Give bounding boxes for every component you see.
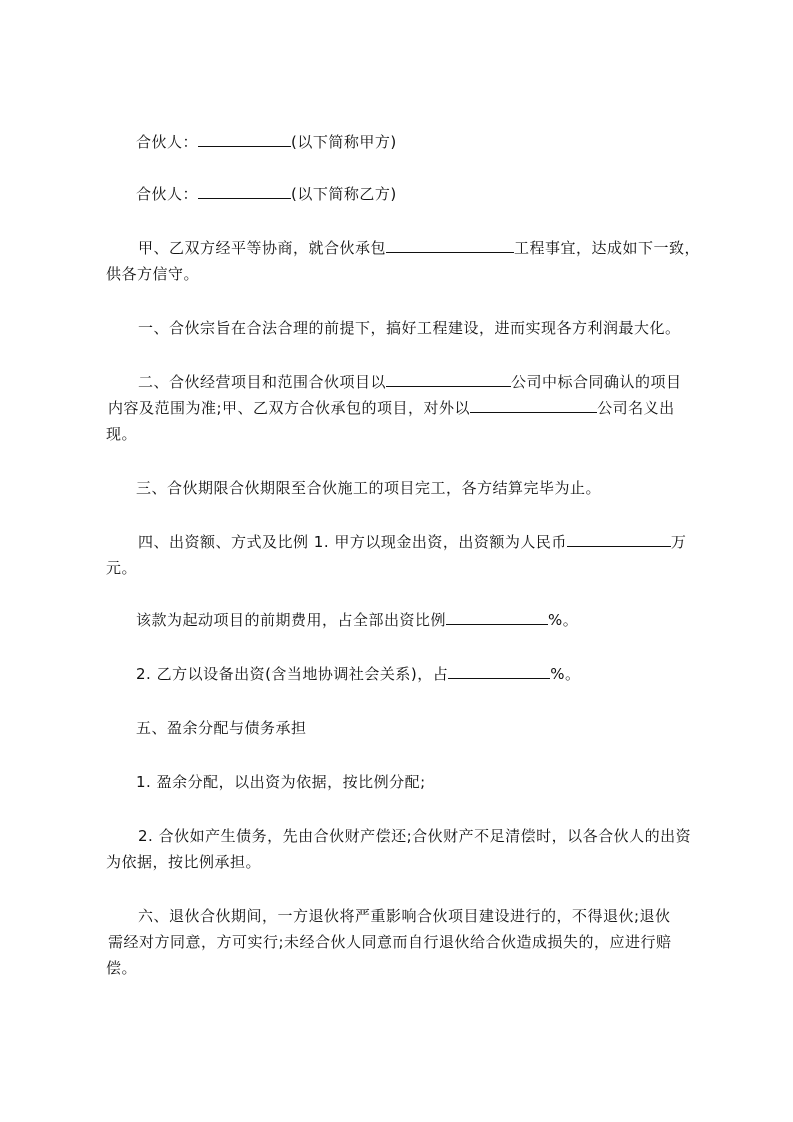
partner-a-suffix: (以下简称甲方) — [291, 133, 397, 151]
article-2-line-1 — [138, 368, 750, 396]
article-5-item-2-text-2: 为依据，按比例承担。 — [106, 853, 262, 871]
article-4-text-2: 万 — [670, 533, 687, 551]
external-company-blank — [470, 395, 597, 413]
article-3 — [136, 474, 748, 502]
article-1 — [138, 314, 750, 342]
article-4-text-1: 四、出资额、方式及比例 1. 甲方以现金出资，出资额为人民币 — [138, 533, 567, 551]
article-4-item-2-text: 2. 乙方以设备出资(含当地协调社会关系)，占 — [136, 665, 449, 683]
article-5-item-1 — [136, 768, 748, 796]
intro-text-2: 工程事宜，达成如下一致， — [514, 239, 701, 257]
partner-b-label: 合伙人： — [136, 185, 199, 203]
article-2-text-2: 公司中标合同确认的项目 — [511, 373, 682, 391]
article-5-item-2-line-1 — [138, 822, 718, 850]
article-4-line-2 — [106, 554, 718, 582]
partner-a-name-blank — [198, 129, 291, 147]
article-2-line-2 — [108, 394, 720, 422]
partner-a-line — [136, 128, 748, 156]
article-5-title — [136, 714, 748, 742]
article-5-item-1-text: 1. 盈余分配，以出资为依据，按比例分配; — [136, 773, 426, 791]
article-4-line-1 — [138, 528, 750, 556]
partner-a-label: 合伙人： — [136, 133, 199, 151]
article-1-text: 一、合伙宗旨在合法合理的前提下，搞好工程建设，进而实现各方利润最大化。 — [138, 319, 681, 337]
project-name-blank — [386, 235, 514, 253]
article-2-line-3 — [106, 420, 718, 448]
article-2-text-3: 内容及范围为准;甲、乙双方合伙承包的项目，对外以 — [108, 399, 471, 417]
intro-text-3: 供各方信守。 — [106, 265, 200, 283]
partner-b-line — [136, 180, 748, 208]
article-4-text-3: 元。 — [106, 559, 138, 577]
article-6-line-3 — [106, 954, 718, 982]
article-4-usage-percent: %。 — [548, 611, 579, 629]
article-5-item-2-text-1: 2. 合伙如产生债务，先由合伙财产偿还;合伙财产不足清偿时，以各合伙人的出资 — [138, 827, 692, 845]
intro-line-1 — [138, 234, 718, 262]
article-4-item-2-percent: %。 — [550, 665, 581, 683]
partner-b-suffix: (以下简称乙方) — [291, 185, 397, 203]
article-2-text-5: 现。 — [106, 425, 138, 443]
article-6-line-2 — [108, 928, 720, 956]
intro-line-2 — [106, 260, 718, 288]
company-name-blank — [386, 369, 511, 387]
article-3-text: 三、合伙期限合伙期限至合伙施工的项目完工，各方结算完毕为止。 — [136, 479, 602, 497]
article-2-text-1: 二、合伙经营项目和范围合伙项目以 — [138, 373, 387, 391]
article-6-text-3: 偿。 — [106, 959, 138, 977]
cash-amount-blank — [567, 529, 671, 547]
article-2-text-4: 公司名义出 — [597, 399, 675, 417]
partner-b-name-blank — [198, 181, 291, 199]
intro-text-1: 甲、乙双方经平等协商，就合伙承包 — [138, 239, 387, 257]
article-4-usage — [136, 606, 748, 634]
article-6-text-1: 六、退伙合伙期间，一方退伙将严重影响合伙项目建设进行的，不得退伙;退伙 — [138, 907, 671, 925]
article-6-line-1 — [138, 902, 718, 930]
article-5-title-text: 五、盈余分配与债务承担 — [136, 719, 307, 737]
party-b-ratio-blank — [448, 661, 550, 679]
article-4-usage-text: 该款为起动项目的前期费用，占全部出资比例 — [136, 611, 447, 629]
party-a-ratio-blank — [446, 607, 548, 625]
article-6-text-2: 需经对方同意，方可实行;未经合伙人同意而自行退伙给合伙造成损失的，应进行赔 — [108, 933, 672, 951]
article-5-item-2-line-2 — [106, 848, 718, 876]
article-4-item-2 — [136, 660, 748, 688]
